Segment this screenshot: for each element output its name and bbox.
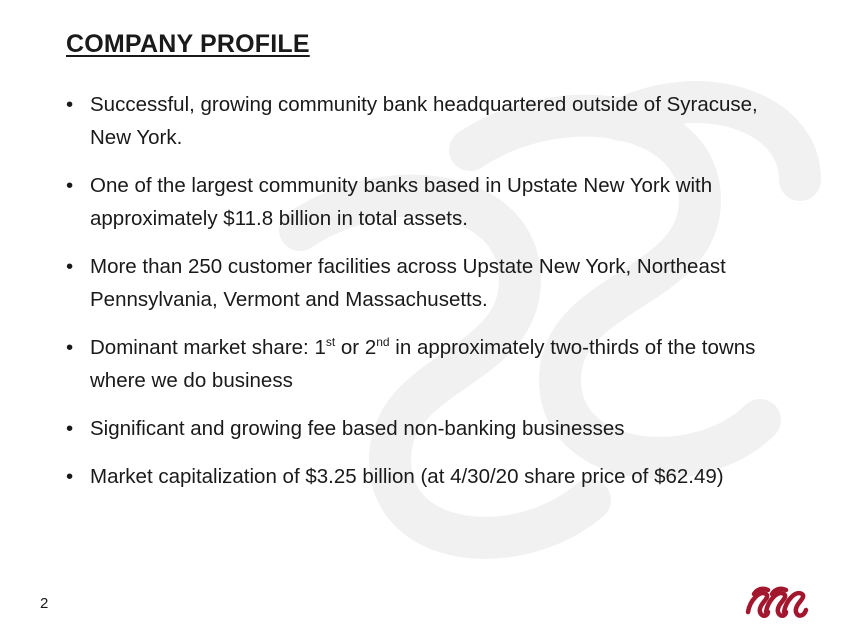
bullet-text: Significant and growing fee based non-banking businesses [90, 417, 625, 440]
bullet-text: Market capitalization of $3.25 billion (at 4/30/20 share price of $62.49) [90, 465, 724, 488]
bullet-text-part: in approximately two-thirds of the towns where we do business [90, 336, 756, 392]
list-item [66, 460, 786, 493]
bullet-text: One of the largest community banks based in Upstate New York with approximately $11.8 billion in total assets. [90, 174, 713, 230]
list-item [66, 250, 786, 316]
bullet-text: Successful, growing community bank headquartered outside of Syracuse, New York. [90, 93, 758, 149]
list-item [66, 88, 786, 154]
list-item [66, 412, 786, 445]
bullet-dot: • [66, 174, 74, 197]
bullet-dot: • [66, 465, 74, 488]
company-logo-icon [744, 582, 810, 622]
bullet-text-part: Dominant market share: 1 [90, 336, 326, 359]
bullet-dot: • [66, 93, 74, 116]
bullet-dot: • [66, 417, 74, 440]
bullet-dot: • [66, 255, 74, 278]
list-item [66, 331, 786, 397]
ordinal-suffix: nd [376, 335, 390, 349]
bullet-list [66, 88, 786, 508]
bullet-text [90, 336, 755, 392]
bullet-text-part: or 2 [335, 336, 377, 359]
list-item [66, 169, 786, 235]
bullet-text: More than 250 customer facilities across Upstate New York, Northeast Pennsylvania, Vermont and Massachusetts. [90, 255, 726, 311]
page-number: 2 [40, 595, 49, 612]
page-title: COMPANY PROFILE [66, 30, 310, 58]
bullet-dot: • [66, 336, 74, 359]
ordinal-suffix: st [325, 335, 336, 349]
